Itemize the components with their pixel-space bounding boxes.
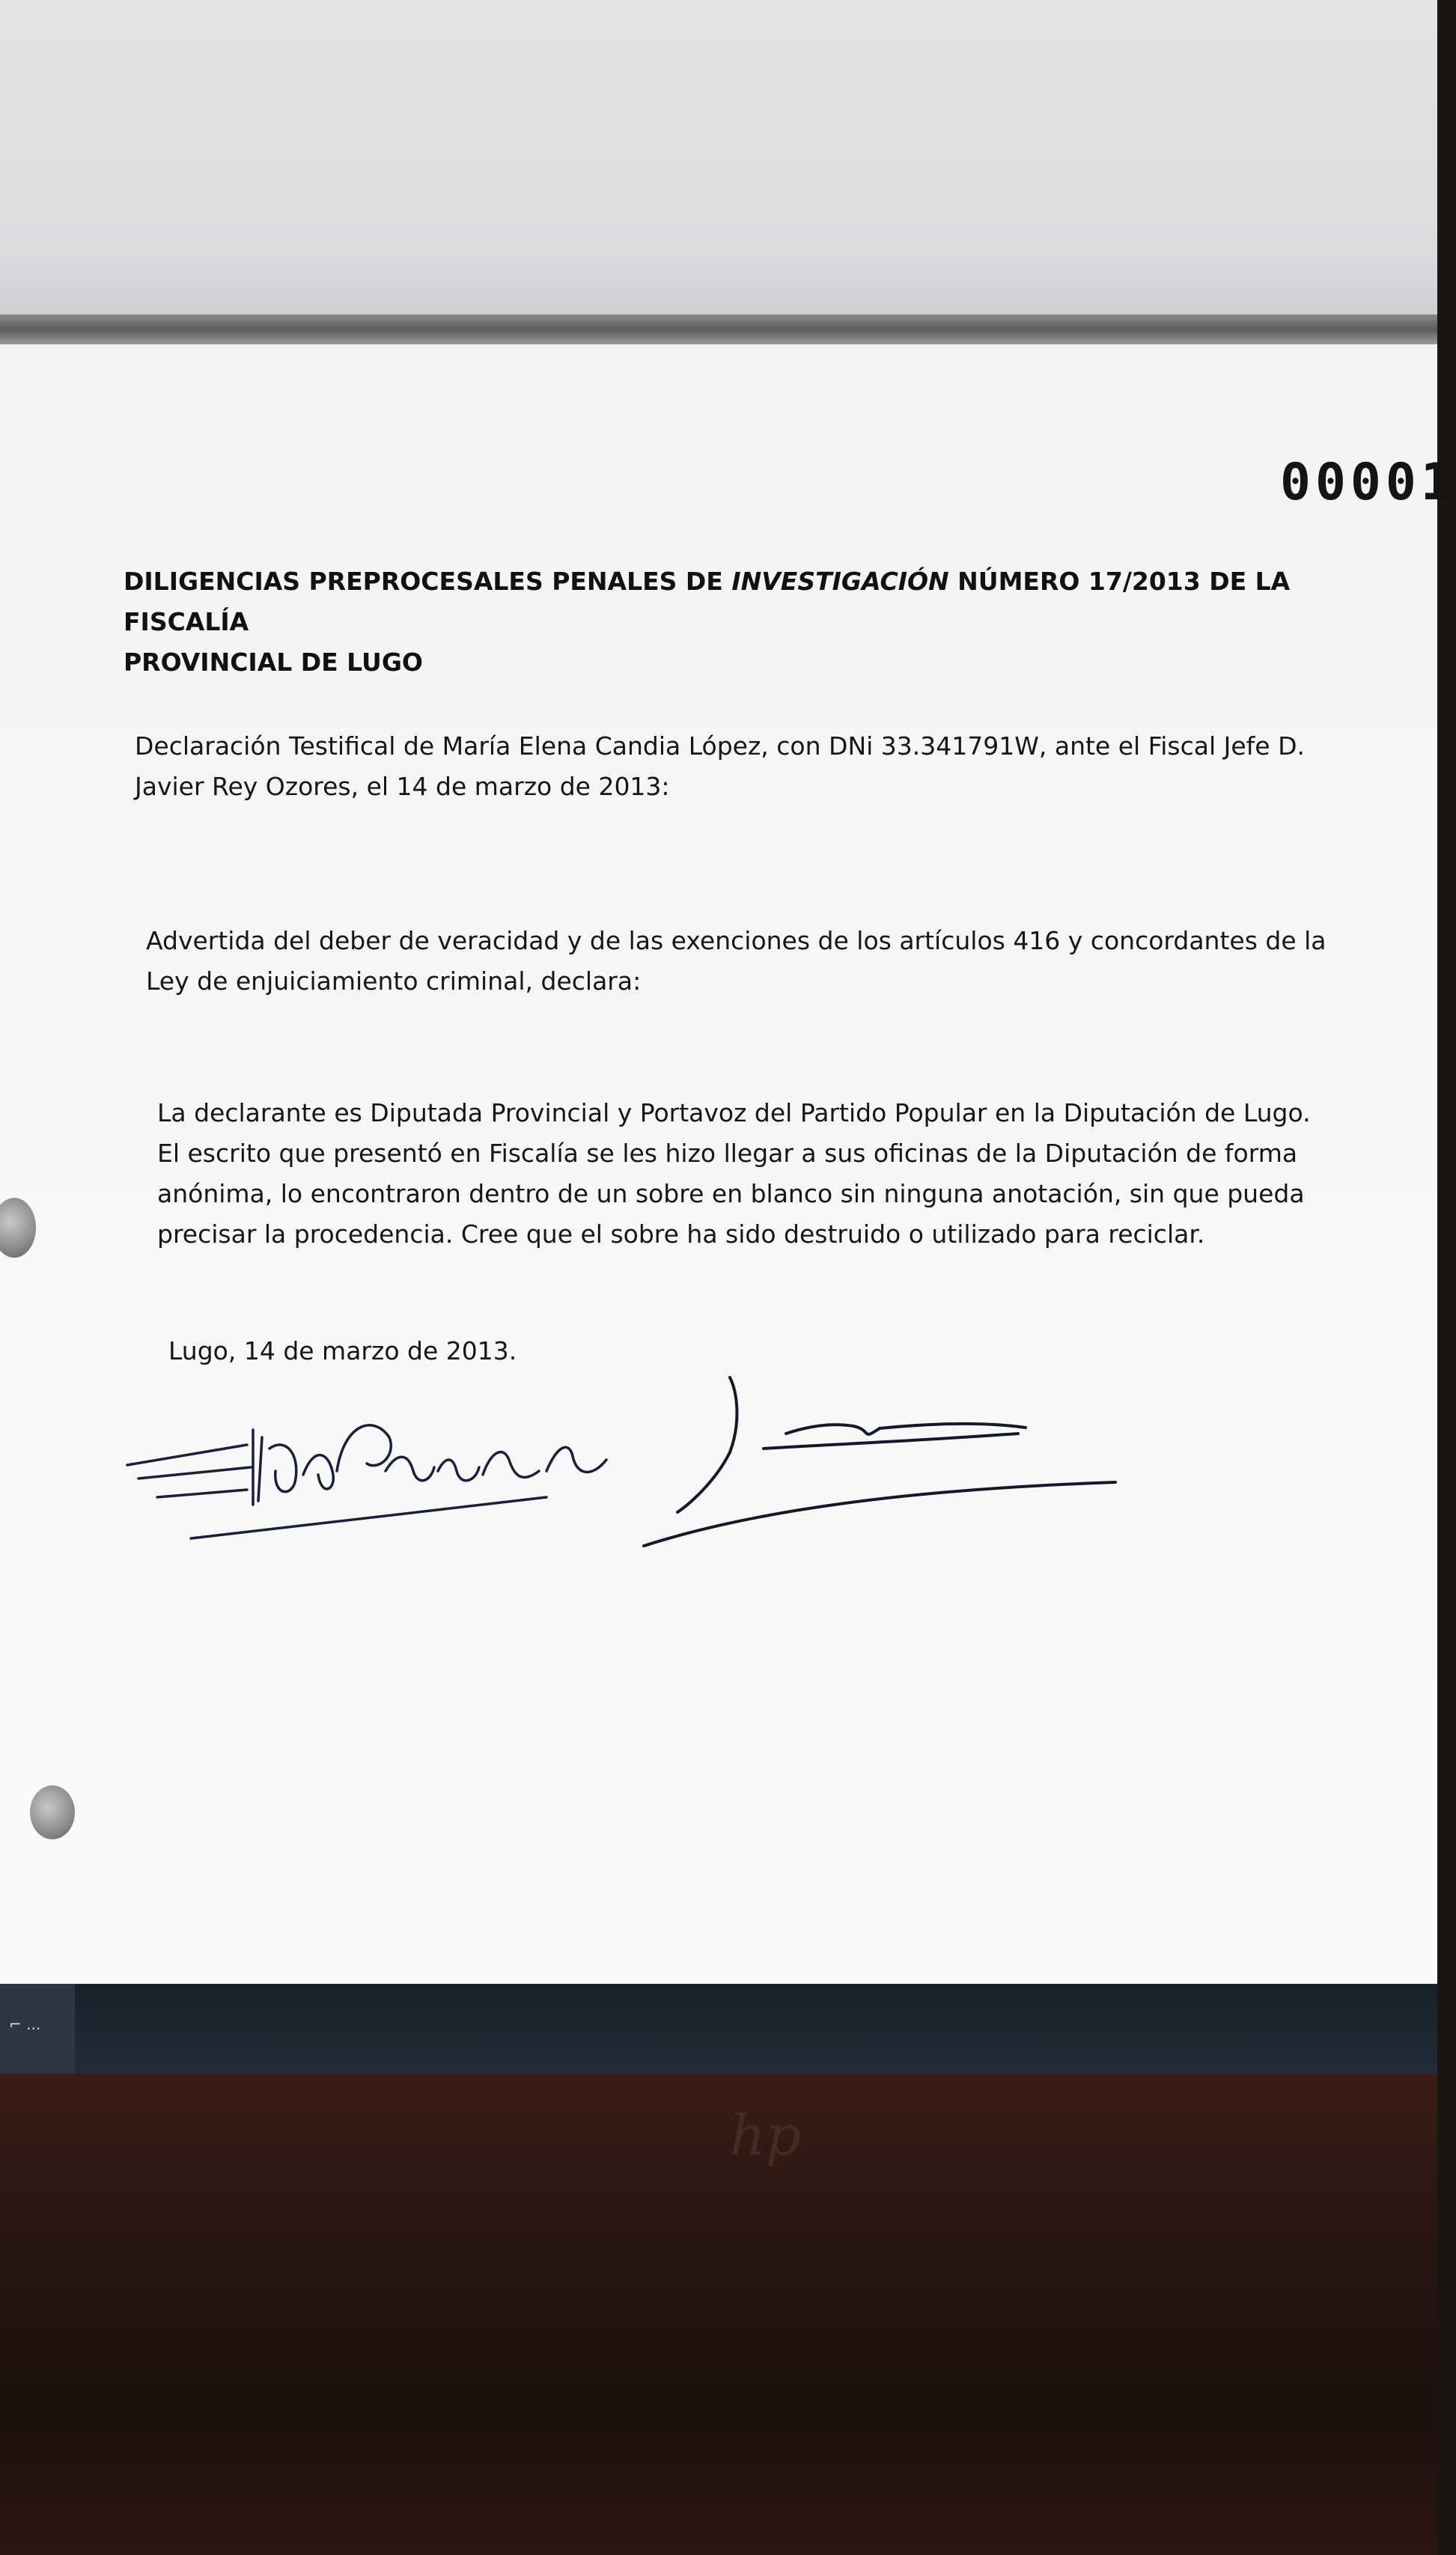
advert-line-1: Advertida del deber de veracidad y de las exenciones de los artículos 416 y concordantes de la: [146, 926, 1326, 955]
signature-right: [644, 1377, 1115, 1546]
title-line-2: PROVINCIAL DE LUGO: [124, 648, 423, 677]
monitor-bezel: [0, 314, 1437, 344]
page-number: 00001: [1280, 453, 1456, 512]
decl-line-4: precisar la procedencia. Cree que el sobre ha sido destruido o utilizado para reciclar.: [157, 1219, 1205, 1249]
advert-line-2: Ley de enjuiciamiento criminal, declara:: [146, 966, 642, 996]
title-italic: INVESTIGACIÓN: [731, 567, 949, 596]
decl-line-1: La declarante es Diputada Provincial y Portavoz del Partido Popular en la Diputación de Lugo.: [157, 1098, 1311, 1127]
place-date: Lugo, 14 de marzo de 2013.: [168, 1336, 517, 1365]
laptop-body: [0, 2074, 1437, 2555]
title-part-2: NÚMERO 17/2013 DE LA FISCALÍA: [124, 567, 1291, 636]
decl-line-3: anónima, lo encontraron dentro de un sobre en blanco sin ninguna anotación, sin que pueda: [157, 1179, 1305, 1208]
background-top: [0, 0, 1437, 314]
signatures: [0, 344, 1437, 1984]
taskbar: [0, 1984, 1437, 2074]
punch-hole-lower: [30, 1785, 75, 1839]
title-part-1: DILIGENCIAS PREPROCESALES PENALES DE: [124, 567, 732, 596]
signature-left: [127, 1425, 606, 1538]
decl-line-2: El escrito que presentó en Fiscalía se les hizo llegar a sus oficinas de la Diputación de forma: [157, 1139, 1298, 1168]
intro-line-1: Declaración Testifical de María Elena Candia López, con DNi 33.341791W, ante el Fiscal Jefe D.: [135, 731, 1305, 761]
taskbar-start-area[interactable]: [0, 1984, 75, 2074]
hp-logo: hp: [730, 2104, 802, 2168]
document-page: [0, 344, 1456, 1984]
intro-line-2: Javier Rey Ozores, el 14 de marzo de 2013:: [135, 772, 670, 801]
taskbar-glyph: ⌐ ...: [9, 2015, 41, 2033]
